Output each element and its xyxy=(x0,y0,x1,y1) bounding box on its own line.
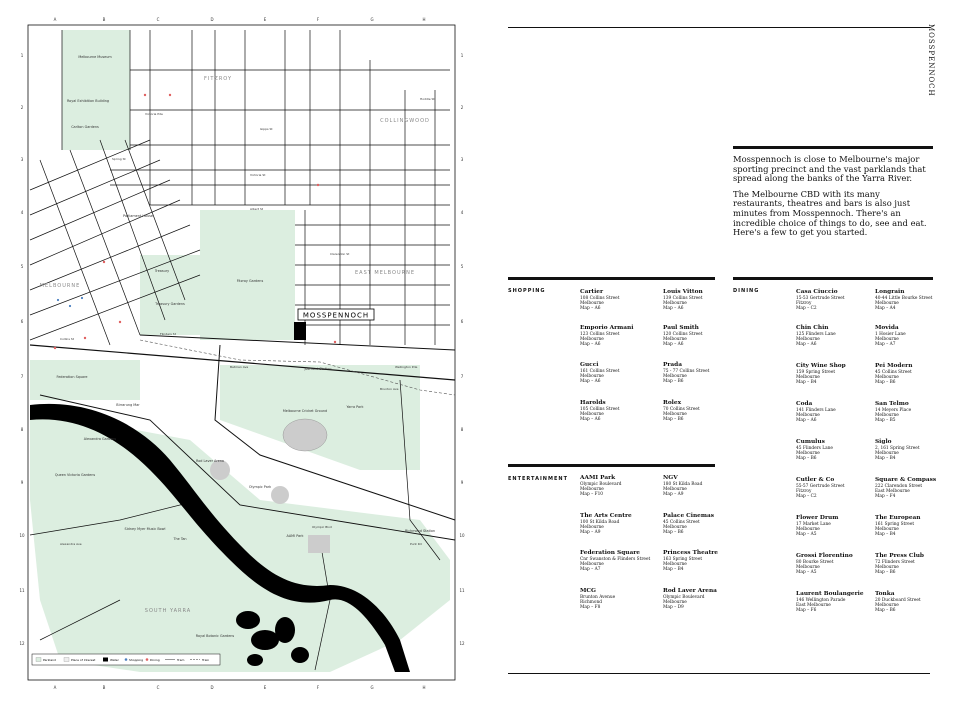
venue-grossi-florentino[interactable]: Grossi Florentino 80 Bourke Street Melbourne Map – A5 xyxy=(796,553,853,576)
svg-text:A: A xyxy=(53,685,57,690)
district-south-yarra: SOUTH YARRA xyxy=(144,608,192,614)
svg-text:A: A xyxy=(53,17,57,22)
venue-princess-theatre[interactable]: Princess Theatre 163 Spring Street Melbourne Map – B4 xyxy=(663,550,718,573)
svg-text:11: 11 xyxy=(459,588,465,593)
venue-the-european[interactable]: The European 161 Spring Street Melbourne Map – B4 xyxy=(875,515,921,538)
intro-p1: Mosspennoch is close to Melbourne's major sporting precinct and the vast parklands that spread along the banks of the Yarra River. xyxy=(733,154,926,184)
venue-san-telmo[interactable]: San Telmo 14 Meyers Place Melbourne Map – B5 xyxy=(875,401,912,424)
svg-text:12: 12 xyxy=(19,641,25,646)
venue-tonka[interactable]: Tonka 20 Duckboard Street Melbourne Map – B6 xyxy=(875,591,921,614)
label-botanic: Royal Botanic Gardens xyxy=(195,634,235,638)
venue-ngv[interactable]: NGV 180 St Kilda Road Melbourne Map – A9 xyxy=(663,475,703,498)
mosspennoch-label: MOSSPENNOCH xyxy=(302,311,370,320)
map-legend xyxy=(32,654,220,665)
svg-text:7: 7 xyxy=(20,374,24,379)
svg-text:9: 9 xyxy=(460,480,464,485)
svg-text:11: 11 xyxy=(19,588,25,593)
venue-emporio-armani[interactable]: Emporio Armani 123 Collins Street Melbourne Map – A6 xyxy=(580,325,634,348)
brand-vertical: MOSSPENNOCH xyxy=(927,24,935,97)
svg-text:D: D xyxy=(210,685,214,690)
venue-coda[interactable]: Coda 141 Flinders Lane Melbourne Map – A6 xyxy=(796,401,836,424)
svg-text:F: F xyxy=(316,17,320,22)
street-batman: Batman Ave xyxy=(230,365,249,369)
legend-poi-swatch xyxy=(64,658,69,662)
label-queen-victoria: Queen Victoria Gardens xyxy=(54,473,96,477)
svg-text:8: 8 xyxy=(20,427,24,432)
mosspennoch-marker[interactable] xyxy=(294,322,306,340)
label-the-tan: The Tan xyxy=(173,537,187,541)
label-treasury-gardens: Treasury Gardens xyxy=(155,302,185,306)
label-richmond: Richmond Station xyxy=(404,529,436,533)
street-punt: Punt Rd xyxy=(410,542,422,546)
label-carlton: Carlton Gardens xyxy=(71,125,99,129)
label-yarra-park: Yarra Park xyxy=(346,405,364,409)
svg-text:H: H xyxy=(422,685,426,690)
svg-text:F: F xyxy=(316,685,320,690)
svg-text:8: 8 xyxy=(460,427,464,432)
venue-prada[interactable]: Prada 75 - 77 Collins Street Melbourne Map – B6 xyxy=(663,362,710,385)
svg-text:B: B xyxy=(102,685,106,690)
aami-park-shape xyxy=(308,535,330,553)
intro-p2: The Melbourne CBD with its many restaurants, theatres and bars is also just minutes from Mosspennoch. There's an incredible choice of things to do, see and eat. Here's a few to get you started. xyxy=(733,188,927,238)
shopping-rule xyxy=(508,277,715,280)
district-collingwood: COLLINGWOOD xyxy=(380,118,430,124)
svg-text:D: D xyxy=(210,17,214,22)
svg-text:C: C xyxy=(156,17,160,22)
dining-heading: DINING xyxy=(733,288,760,294)
street-flinders: Flinders St xyxy=(160,332,176,336)
street-olympic: Olympic Blvd xyxy=(312,525,332,529)
label-rod-laver: Rod Laver Arena xyxy=(196,459,224,463)
svg-text:6: 6 xyxy=(460,319,464,324)
street-hoddle: Hoddle St xyxy=(420,97,435,101)
svg-text:Parkland: Parkland xyxy=(43,658,56,662)
street-victoria: Victoria St xyxy=(250,173,266,177)
svg-text:Dining: Dining xyxy=(150,658,160,662)
venue-chin-chin[interactable]: Chin Chin 125 Flinders Lane Melbourne Map – A6 xyxy=(796,325,836,348)
street-brunton: Brunton Ave xyxy=(380,387,399,391)
rod-laver-arena-shape xyxy=(210,460,230,480)
venue-louis-vitton[interactable]: Louis Vitton 139 Collins Street Melbourne Map – A6 xyxy=(663,289,703,312)
svg-text:Shopping: Shopping xyxy=(129,658,144,662)
venue-aami-park[interactable]: AAMI Park Olympic Boulevard Melbourne Map – F10 xyxy=(580,475,622,498)
svg-text:3: 3 xyxy=(20,157,24,162)
venue-flower-drum[interactable]: Flower Drum 17 Market Lane Melbourne Map – A5 xyxy=(796,515,839,538)
legend-parkland-swatch xyxy=(36,658,41,662)
svg-text:1: 1 xyxy=(20,53,24,58)
svg-text:3: 3 xyxy=(460,157,464,162)
label-fitzroy-gardens: Fitzroy Gardens xyxy=(236,279,264,283)
label-federation: Federation Square xyxy=(56,375,88,379)
label-exhibition: Royal Exhibition Building xyxy=(66,99,110,103)
legend-shopping-icon xyxy=(125,658,128,661)
svg-text:10: 10 xyxy=(459,533,465,538)
bottom-rule xyxy=(508,673,930,674)
street-clarendon: Clarendon St xyxy=(330,252,350,256)
street-gipps: Gipps St xyxy=(260,127,273,131)
label-jolimont: Jolimont Station xyxy=(304,367,332,371)
label-birrarung: Birrarung Mar xyxy=(116,403,140,407)
svg-text:Place of Interest: Place of Interest xyxy=(71,658,96,662)
venue-city-wine-shop[interactable]: City Wine Shop 159 Spring Street Melbourne Map – B4 xyxy=(796,363,846,386)
svg-text:1: 1 xyxy=(460,53,464,58)
svg-text:12: 12 xyxy=(459,641,465,646)
svg-text:2: 2 xyxy=(20,105,24,110)
venue-rolex[interactable]: Rolex 70 Collins Street Melbourne Map – B6 xyxy=(663,400,700,423)
street-wellington: Wellington Pde xyxy=(395,365,418,369)
label-sidney-myer: Sidney Myer Music Bowl xyxy=(124,527,166,531)
svg-text:5: 5 xyxy=(460,264,464,269)
venue-paul-smith[interactable]: Paul Smith 120 Collins Street Melbourne Map – A6 xyxy=(663,325,703,348)
entertainment-heading: ENTERTAINMENT xyxy=(508,476,568,482)
svg-text:4: 4 xyxy=(460,210,464,215)
intro-rule xyxy=(733,146,933,149)
venue-mcg[interactable]: MCG Brunton Avenue Richmond Map – F8 xyxy=(580,588,616,611)
svg-text:2: 2 xyxy=(460,105,464,110)
venue-movida[interactable]: Movida 1 Hosier Lane Melbourne Map – A7 xyxy=(875,325,906,348)
svg-text:5: 5 xyxy=(20,264,24,269)
venue-arts-centre[interactable]: The Arts Centre 100 St Kilda Road Melbourne Map – A9 xyxy=(580,513,632,536)
svg-text:E: E xyxy=(263,17,267,22)
svg-text:7: 7 xyxy=(460,374,464,379)
svg-text:G: G xyxy=(370,685,374,690)
district-east-melbourne: EAST MELBOURNE xyxy=(355,270,415,276)
venue-casa-ciuccio[interactable]: Casa Ciuccio 15-53 Gertrude Street Fitzroy Map – C2 xyxy=(796,289,845,312)
venue-guide-page xyxy=(480,0,960,701)
dining-rule xyxy=(733,277,933,280)
venue-the-press-club[interactable]: The Press Club 72 Flinders Street Melbourne Map – B6 xyxy=(875,553,924,576)
svg-text:10: 10 xyxy=(19,533,25,538)
venue-rod-laver-arena[interactable]: Rod Laver Arena Olympic Boulevard Melbourne Map – D9 xyxy=(663,588,717,611)
district-fitzroy: FITZROY xyxy=(203,76,233,82)
svg-text:Tram: Tram xyxy=(177,658,185,662)
street-spring: Spring St xyxy=(112,157,126,161)
legend-dining-icon xyxy=(146,658,149,661)
venue-harolds[interactable]: Harolds 105 Collins Street Melbourne Map – A6 xyxy=(580,400,620,423)
venue-longrain[interactable]: Longrain 40-44 Little Bourke Street Melbourne Map – A4 xyxy=(875,289,933,312)
label-olympic: Olympic Park xyxy=(248,485,272,489)
street-collins: Collins St xyxy=(60,337,74,341)
street-albert: Albert St xyxy=(250,207,264,211)
svg-text:4: 4 xyxy=(20,210,24,215)
shopping-heading: SHOPPING xyxy=(508,288,546,294)
venue-laurent-boulangerie[interactable]: Laurent Boulangerie 146 Wellington Parade East Melbourne Map – F6 xyxy=(796,591,864,614)
svg-text:C: C xyxy=(156,685,160,690)
svg-text:Water: Water xyxy=(110,658,119,662)
venue-cartier[interactable]: Cartier 108 Collins Street Melbourne Map – A6 xyxy=(580,289,620,312)
label-alexandra: Alexandra Gardens xyxy=(83,437,117,441)
district-melbourne: MELBOURNE xyxy=(39,283,81,289)
hisense-arena-shape xyxy=(271,486,289,504)
street-alexandra: Alexandra Ave xyxy=(60,542,82,546)
venue-square-compass[interactable]: Square & Compass 222 Clarendon Street East Melbourne Map – F4 xyxy=(875,477,937,500)
legend-water-swatch xyxy=(103,658,108,662)
svg-text:6: 6 xyxy=(20,319,24,324)
venue-cumulus[interactable]: Cumulus 45 Flinders Lane Melbourne Map – B6 xyxy=(796,439,833,462)
intro-text xyxy=(733,155,933,244)
label-mcg: Melbourne Cricket Ground xyxy=(282,409,328,413)
venue-federation-square[interactable]: Federation Square Cnr Swanston & Flinders Street Melbourne Map – A7 xyxy=(580,550,651,573)
venue-siglo[interactable]: Siglo 2, 161 Spring Street Melbourne Map – B4 xyxy=(875,439,920,462)
svg-text:9: 9 xyxy=(20,480,24,485)
street-victoria-pde: Victoria Pde xyxy=(145,112,163,116)
venue-palace-cinemas[interactable]: Palace Cinemas 45 Collins Street Melbourne Map – B6 xyxy=(663,513,715,536)
svg-text:Train: Train xyxy=(202,658,210,662)
label-aami: AAMI Park xyxy=(286,534,304,538)
svg-text:B: B xyxy=(102,17,106,22)
label-treasury: Treasury xyxy=(154,269,170,273)
svg-text:H: H xyxy=(422,17,426,22)
mcg-oval xyxy=(283,419,327,451)
venue-gucci[interactable]: Gucci 161 Collins Street Melbourne Map – A6 xyxy=(580,362,620,385)
venue-cutler-co[interactable]: Cutler & Co 55-57 Gertrude Street Fitzroy Map – C2 xyxy=(796,477,845,500)
entertainment-rule xyxy=(508,464,715,467)
label-museum: Melbourne Museum xyxy=(78,55,112,59)
svg-text:G: G xyxy=(370,17,374,22)
label-parliament: Parliament House xyxy=(123,214,153,218)
top-rule xyxy=(508,27,930,28)
venue-pei-modern[interactable]: Pei Modern 45 Collins Street Melbourne Map – B6 xyxy=(875,363,913,386)
svg-text:E: E xyxy=(263,685,267,690)
